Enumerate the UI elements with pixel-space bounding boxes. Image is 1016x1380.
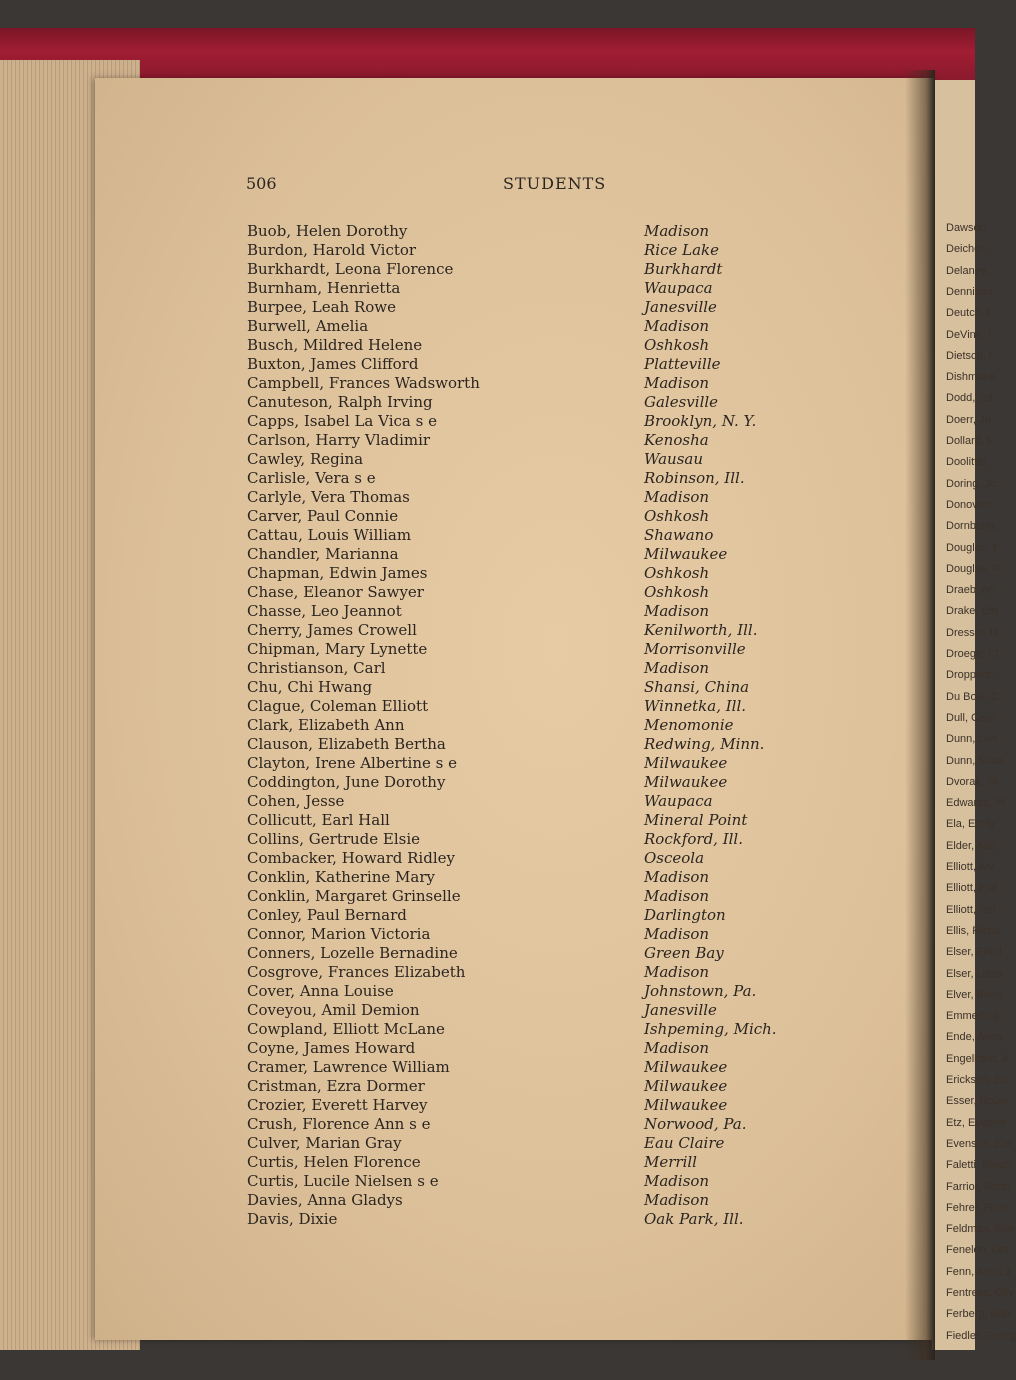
student-hometown: Madison — [644, 1039, 710, 1057]
adjacent-page-text: Erickson, Ed — [946, 1074, 1008, 1086]
student-hometown: Menomonie — [644, 716, 734, 734]
adjacent-page-text: Dollard, F — [946, 435, 994, 447]
student-hometown: Oshkosh — [644, 336, 710, 354]
student-hometown: Milwaukee — [644, 773, 728, 791]
adjacent-page-text: Doring, Jc — [946, 477, 996, 490]
student-entry — [0, 1172, 975, 1191]
student-entry — [0, 1039, 975, 1058]
student-name: Carlson, Harry Vladimir — [247, 431, 431, 449]
student-entry — [0, 1191, 975, 1210]
student-name: Conners, Lozelle Bernadine — [247, 944, 458, 962]
student-entry — [0, 1058, 975, 1077]
adjacent-page-text: Fiedler, Georg — [946, 1329, 1016, 1342]
adjacent-page-text: Elser, Louis — [946, 967, 1003, 980]
student-name: Cowpland, Elliott McLane — [247, 1020, 445, 1038]
student-name: Combacker, Howard Ridley — [247, 849, 455, 867]
adjacent-page-text: Douglas, F — [946, 562, 1000, 575]
student-name: Crozier, Everett Harvey — [247, 1096, 428, 1114]
adjacent-page-text: Droege, Cl — [946, 648, 999, 660]
student-name: Culver, Marian Gray — [247, 1134, 402, 1152]
student-entry — [0, 545, 975, 564]
student-entry — [0, 526, 975, 545]
student-hometown: Johnstown, Pa. — [644, 982, 757, 1000]
adjacent-page-text: Droppers, — [946, 669, 995, 682]
student-hometown: Madison — [644, 222, 710, 240]
student-hometown: Rockford, Ill. — [644, 830, 743, 848]
student-name: Clague, Coleman Elliott — [247, 697, 429, 715]
student-entry — [0, 279, 975, 298]
student-name: Davies, Anna Gladys — [247, 1191, 403, 1209]
student-hometown: Kenosha — [644, 431, 709, 449]
adjacent-page-text: Emmerling, — [946, 1010, 1002, 1023]
student-entry — [0, 640, 975, 659]
student-entry — [0, 583, 975, 602]
student-name: Connor, Marion Victoria — [247, 925, 431, 943]
student-hometown: Madison — [644, 602, 710, 620]
student-name: Burkhardt, Leona Florence — [247, 260, 454, 278]
student-entry — [0, 602, 975, 621]
student-hometown: Oshkosh — [644, 583, 710, 601]
student-name: Conley, Paul Bernard — [247, 906, 407, 924]
student-hometown: Redwing, Minn. — [644, 735, 765, 753]
student-hometown: Rice Lake — [644, 241, 720, 259]
student-hometown: Osceola — [644, 849, 705, 867]
student-name: Clauson, Elizabeth Bertha — [247, 735, 446, 753]
bookmark-ribbon — [0, 28, 975, 80]
student-entry — [0, 659, 975, 678]
adjacent-page-text: Etz, Eugene — [946, 1116, 1006, 1129]
student-hometown: Oshkosh — [644, 564, 710, 582]
student-hometown: Shawano — [644, 526, 714, 544]
student-hometown: Waupaca — [644, 792, 713, 810]
student-name: Chasse, Leo Jeannot — [247, 602, 402, 620]
adjacent-page-text: Ellis, Richa — [946, 924, 1001, 937]
student-name: Cosgrove, Frances Elizabeth — [247, 963, 466, 981]
student-name: Chase, Eleanor Sawyer — [247, 583, 424, 601]
adjacent-page-text: Esser, Rober — [946, 1095, 1010, 1108]
student-entry — [0, 1077, 975, 1096]
adjacent-page-text: Evenson, Ear — [946, 1137, 1013, 1150]
student-name: Coddington, June Dorothy — [247, 773, 446, 791]
student-hometown: Madison — [644, 963, 710, 981]
student-entry — [0, 944, 975, 963]
student-hometown: Milwaukee — [644, 1077, 728, 1095]
student-name: Cramer, Lawrence William — [247, 1058, 450, 1076]
student-entry — [0, 450, 975, 469]
student-hometown: Galesville — [644, 393, 719, 411]
student-hometown: Janesville — [644, 1001, 717, 1019]
student-name: Clark, Elizabeth Ann — [247, 716, 405, 734]
adjacent-page-text: Doerr, Jo — [946, 413, 991, 426]
student-entry — [0, 336, 975, 355]
student-name: Carlisle, Vera s e — [247, 469, 376, 487]
adjacent-page-text: Feldman, San — [946, 1223, 1015, 1236]
student-hometown: Madison — [644, 887, 710, 905]
student-entry — [0, 241, 975, 260]
adjacent-page-text: Ferberg, Bab — [946, 1308, 1011, 1321]
student-name: Carlyle, Vera Thomas — [247, 488, 410, 506]
student-name: Curtis, Helen Florence — [247, 1153, 421, 1171]
adjacent-page-text: Doolittle, — [946, 456, 989, 469]
student-entry — [0, 830, 975, 849]
student-entry — [0, 887, 975, 906]
student-entry — [0, 431, 975, 450]
adjacent-page-text: Edwards, W — [946, 797, 1006, 810]
student-hometown: Madison — [644, 659, 710, 677]
student-hometown: Morrisonville — [644, 640, 746, 658]
student-entry — [0, 792, 975, 811]
student-entry — [0, 260, 975, 279]
student-entry — [0, 1134, 975, 1153]
student-hometown: Kenilworth, Ill. — [644, 621, 758, 639]
student-entry — [0, 621, 975, 640]
adjacent-page-text: Dietsch, I — [946, 349, 992, 362]
student-hometown: Platteville — [644, 355, 721, 373]
adjacent-page-text: Draeb, An — [946, 584, 995, 597]
adjacent-page-text: Dishmake — [946, 371, 995, 384]
adjacent-page-text: Dornbush, — [946, 520, 997, 533]
page-header — [0, 174, 975, 196]
student-hometown: Janesville — [644, 298, 717, 316]
adjacent-page-text: Ela, Emily — [946, 818, 995, 831]
student-name: Collicutt, Earl Hall — [247, 811, 390, 829]
student-entry — [0, 374, 975, 393]
student-entry — [0, 982, 975, 1001]
adjacent-page-text: Ende, Anna — [946, 1031, 1003, 1044]
adjacent-page-text: Donovan, — [946, 498, 994, 511]
student-entry — [0, 868, 975, 887]
student-name: Coyne, James Howard — [247, 1039, 416, 1057]
student-name: Canuteson, Ralph Irving — [247, 393, 433, 411]
student-name: Chapman, Edwin James — [247, 564, 428, 582]
adjacent-page-text: Elder, Kati — [946, 839, 997, 852]
page-number: 506 — [246, 174, 277, 193]
student-entry — [0, 849, 975, 868]
student-name: Chandler, Marianna — [247, 545, 399, 563]
student-name: Carver, Paul Connie — [247, 507, 399, 525]
student-hometown: Mineral Point — [644, 811, 748, 829]
student-list — [0, 222, 975, 1229]
adjacent-page-text: Elliott, Alv — [946, 861, 994, 873]
student-name: Busch, Mildred Helene — [247, 336, 423, 354]
adjacent-page-text: Faletti, Steph — [946, 1159, 1011, 1172]
student-entry — [0, 298, 975, 317]
student-hometown: Madison — [644, 1191, 710, 1209]
student-hometown: Winnetka, Ill. — [644, 697, 747, 715]
adjacent-page-text: Dawson, — [946, 222, 989, 234]
student-name: Cohen, Jesse — [247, 792, 345, 810]
adjacent-page-text: Du Bois, C — [946, 690, 999, 703]
adjacent-page-text: Fentress, Oliv — [946, 1287, 1014, 1299]
student-hometown: Madison — [644, 488, 710, 506]
adjacent-page-text: Elver, Berni — [946, 988, 1003, 1001]
student-hometown: Madison — [644, 374, 710, 392]
student-entry — [0, 1020, 975, 1039]
student-entry — [0, 1096, 975, 1115]
student-name: Curtis, Lucile Nielsen s e — [247, 1172, 439, 1190]
adjacent-page-text: Delaney, — [946, 264, 989, 277]
student-hometown: Norwood, Pa. — [644, 1115, 747, 1133]
student-entry — [0, 963, 975, 982]
student-hometown: Shansi, China — [644, 678, 750, 696]
student-name: Cristman, Ezra Dormer — [247, 1077, 425, 1095]
student-name: Burnham, Henrietta — [247, 279, 401, 297]
student-hometown: Milwaukee — [644, 1058, 728, 1076]
student-name: Buxton, James Clifford — [247, 355, 419, 373]
student-entry — [0, 317, 975, 336]
student-name: Capps, Isabel La Vica s e — [247, 412, 437, 430]
student-hometown: Burkhardt — [644, 260, 723, 278]
student-hometown: Madison — [644, 925, 710, 943]
student-name: Crush, Florence Ann s e — [247, 1115, 431, 1133]
adjacent-page-text: Deicher, — [946, 243, 987, 256]
student-entry — [0, 697, 975, 716]
adjacent-page-text: DeVine, I — [946, 328, 992, 341]
adjacent-page-text: Douglas, F — [946, 541, 1000, 554]
student-entry — [0, 355, 975, 374]
adjacent-page-text: Fenelon, Dor — [946, 1244, 1010, 1257]
student-entry — [0, 735, 975, 754]
student-hometown: Madison — [644, 1172, 710, 1190]
adjacent-page-text: Dunn, Lon — [946, 733, 997, 746]
student-entry — [0, 906, 975, 925]
student-hometown: Wausau — [644, 450, 704, 468]
student-entry — [0, 393, 975, 412]
adjacent-page-text: Engelhard, A — [946, 1052, 1009, 1065]
student-hometown: Milwaukee — [644, 545, 728, 563]
student-entry — [0, 811, 975, 830]
adjacent-page-text: Dodd, Jol — [946, 392, 993, 405]
student-entry — [0, 1153, 975, 1172]
adjacent-page-text: Fehrer, Flore — [946, 1201, 1009, 1214]
student-entry — [0, 469, 975, 488]
running-title: STUDENTS — [503, 174, 607, 193]
student-hometown: Waupaca — [644, 279, 713, 297]
student-entry — [0, 716, 975, 735]
adjacent-page-text: Drake, Em — [946, 605, 998, 618]
adjacent-page-text: Dvorak, Hi — [946, 775, 998, 788]
student-hometown: Brooklyn, N. Y. — [644, 412, 757, 430]
student-hometown: Robinson, Ill. — [644, 469, 745, 487]
student-name: Conklin, Margaret Grinselle — [247, 887, 461, 905]
student-hometown: Oshkosh — [644, 507, 710, 525]
adjacent-page-text: Deutch, I — [946, 307, 991, 320]
student-hometown: Eau Claire — [644, 1134, 725, 1152]
student-entry — [0, 488, 975, 507]
student-name: Christianson, Carl — [247, 659, 386, 677]
student-hometown: Madison — [644, 317, 710, 335]
student-name: Chu, Chi Hwang — [247, 678, 373, 696]
student-name: Coveyou, Amil Demion — [247, 1001, 420, 1019]
student-entry — [0, 412, 975, 431]
student-entry — [0, 678, 975, 697]
adjacent-page-text: Farrior, Bonn — [946, 1180, 1010, 1193]
student-name: Cherry, James Crowell — [247, 621, 417, 639]
student-name: Chipman, Mary Lynette — [247, 640, 428, 658]
student-entry — [0, 1001, 975, 1020]
adjacent-page-text: Dresser, H — [946, 626, 998, 639]
student-hometown: Merrill — [644, 1153, 697, 1171]
student-name: Burdon, Harold Victor — [247, 241, 417, 259]
student-name: Clayton, Irene Albertine s e — [247, 754, 457, 772]
student-hometown: Milwaukee — [644, 1096, 728, 1114]
student-entry — [0, 1210, 975, 1229]
student-name: Burpee, Leah Rowe — [247, 298, 396, 316]
student-name: Cover, Anna Louise — [247, 982, 394, 1000]
student-name: Cattau, Louis William — [247, 526, 412, 544]
student-entry — [0, 1115, 975, 1134]
student-entry — [0, 773, 975, 792]
student-entry — [0, 754, 975, 773]
adjacent-page-text: Dennison — [946, 285, 993, 298]
student-hometown: Darlington — [644, 906, 726, 924]
adjacent-page-text: Dull, Cecil — [946, 711, 996, 724]
student-hometown: Milwaukee — [644, 754, 728, 772]
student-entry — [0, 222, 975, 241]
student-name: Cawley, Regina — [247, 450, 364, 468]
student-entry — [0, 925, 975, 944]
adjacent-page-text: Dunn, Susa — [946, 754, 1004, 767]
adjacent-page-text: Fenn, Alma J — [946, 1265, 1011, 1278]
student-hometown: Oak Park, Ill. — [644, 1210, 744, 1228]
student-entry — [0, 564, 975, 583]
student-name: Davis, Dixie — [247, 1210, 338, 1228]
student-name: Campbell, Frances Wadsworth — [247, 374, 480, 392]
adjacent-page-text: Elser, Fried — [946, 946, 1002, 959]
student-entry — [0, 507, 975, 526]
adjacent-page-text: Elliott, Fait — [946, 882, 998, 895]
student-hometown: Ishpeming, Mich. — [644, 1020, 777, 1038]
student-hometown: Green Bay — [644, 944, 724, 962]
student-hometown: Madison — [644, 868, 710, 886]
student-name: Conklin, Katherine Mary — [247, 868, 435, 886]
student-name: Buob, Helen Dorothy — [247, 222, 408, 240]
student-name: Collins, Gertrude Elsie — [247, 830, 421, 848]
student-name: Burwell, Amelia — [247, 317, 369, 335]
adjacent-page-text: Elliott, Hel — [946, 903, 996, 916]
